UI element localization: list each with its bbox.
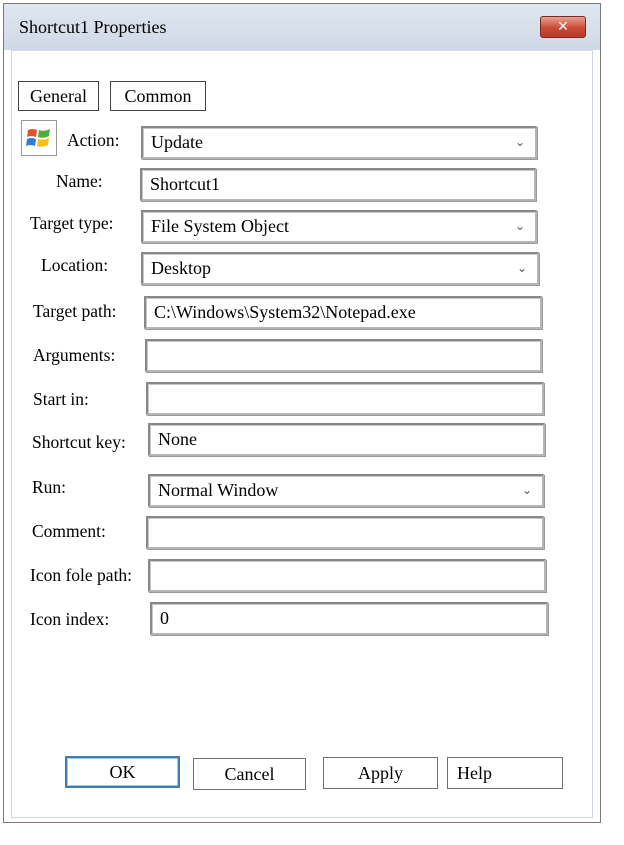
target-path-input[interactable]: C:\Windows\System32\Notepad.exe (144, 296, 542, 329)
icon-index-label: Icon index: (30, 609, 110, 629)
target-path-label: Target path: (33, 301, 117, 321)
name-label: Name: (56, 171, 103, 191)
icon-path-input[interactable] (148, 559, 546, 592)
arguments-input[interactable] (145, 339, 542, 372)
chevron-down-icon: ⌄ (514, 135, 525, 149)
close-button[interactable] (540, 16, 586, 38)
run-value: Normal Window (158, 480, 279, 500)
tab-common[interactable]: Common (110, 81, 206, 111)
apply-button[interactable]: Apply (323, 757, 438, 789)
target-type-label: Target type: (30, 213, 114, 233)
run-label: Run: (32, 477, 67, 497)
shortcut-key-input[interactable]: None (148, 423, 545, 456)
shortcut-key-label: Shortcut key: (32, 432, 126, 452)
cancel-button[interactable]: Cancel (193, 758, 306, 790)
name-input[interactable]: Shortcut1 (140, 168, 536, 201)
windows-logo-icon (21, 120, 57, 156)
location-label: Location: (41, 255, 109, 275)
start-in-input[interactable] (146, 382, 544, 415)
comment-input[interactable] (146, 516, 544, 549)
window-title: Shortcut1 Properties (19, 17, 167, 37)
title-bar[interactable] (4, 4, 600, 50)
location-value: Desktop (151, 258, 211, 278)
target-type-value: File System Object (151, 216, 289, 236)
target-type-select[interactable] (141, 210, 537, 243)
chevron-down-icon: ⌄ (514, 219, 525, 233)
location-select[interactable] (141, 252, 539, 285)
comment-label: Comment: (32, 521, 106, 541)
help-button[interactable]: Help (447, 757, 563, 789)
run-select[interactable] (148, 474, 544, 507)
close-icon: ✕ (557, 19, 569, 35)
action-label: Action: (67, 130, 120, 150)
chevron-down-icon: ⌄ (516, 261, 527, 275)
ok-button[interactable]: OK (65, 756, 180, 788)
action-value: Update (151, 132, 203, 152)
arguments-label: Arguments: (33, 345, 116, 365)
tab-general[interactable]: General (18, 81, 99, 111)
start-in-label: Start in: (33, 389, 89, 409)
action-select[interactable] (141, 126, 537, 159)
chevron-down-icon: ⌄ (521, 483, 532, 497)
icon-path-label: Icon fole path: (30, 565, 133, 585)
icon-index-input[interactable]: 0 (150, 602, 548, 635)
